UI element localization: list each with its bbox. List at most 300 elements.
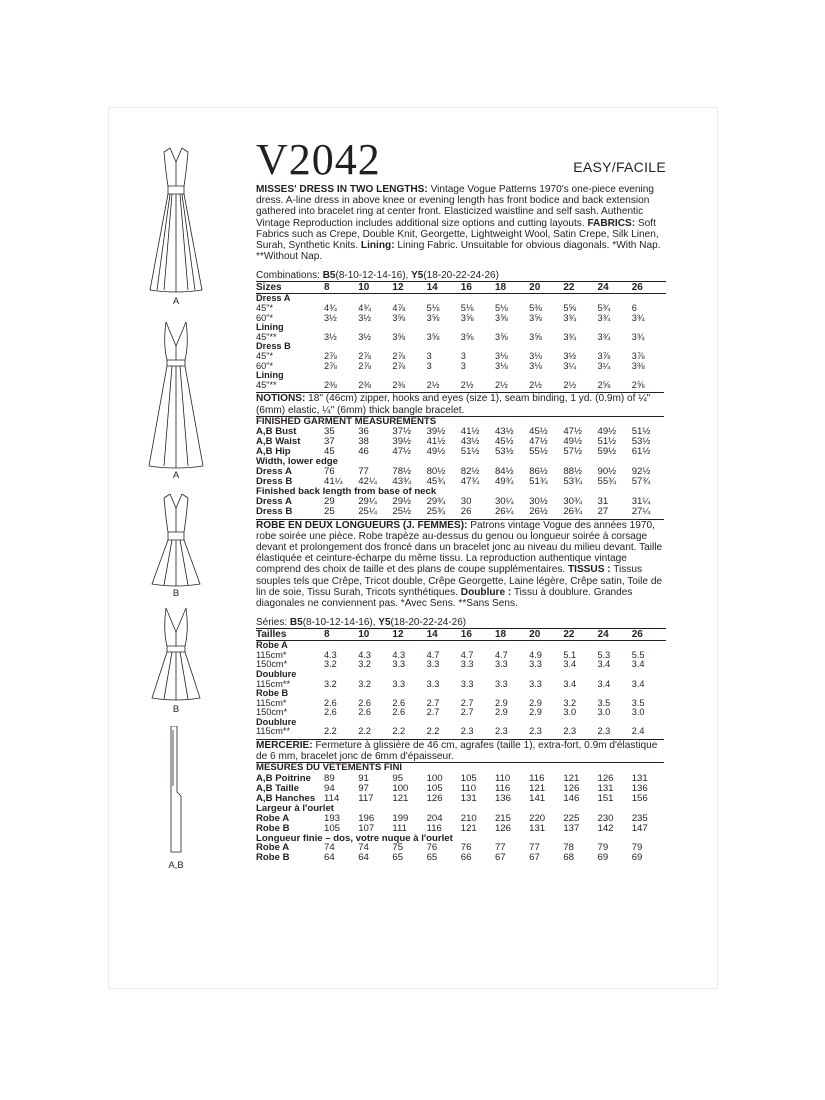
english-description — [256, 184, 664, 262]
yardage-cell: 2.3 — [563, 726, 577, 737]
measurement-label: Dress A — [256, 495, 292, 507]
measurement-cell: 68 — [563, 852, 574, 864]
measurement-cell: 53½ — [494, 446, 514, 458]
measurement-label: Robe A — [256, 842, 290, 854]
measurement-cell: 35 — [324, 426, 335, 438]
yardage-cell: 2⅞ — [324, 360, 337, 371]
measurement-cell: 31¼ — [631, 495, 651, 507]
yardage-cell: 3⅛ — [494, 350, 508, 361]
notions-label: NOTIONS: — [256, 393, 306, 405]
yardage-cell: 3.3 — [426, 678, 440, 689]
measurement-cell: 110 — [460, 782, 477, 794]
yardage-cell: 3.5 — [631, 697, 645, 708]
lining-text: Lining Fabric. Unsuitable for obvious diagonals. *With Nap. **Without Nap. — [256, 240, 661, 263]
measurement-cell: 55¾ — [597, 475, 617, 487]
yardage-cell: 3.3 — [392, 659, 406, 670]
figure-label: B — [172, 588, 180, 599]
measurement-cell: 131 — [597, 782, 614, 794]
yardage-cell: 2.6 — [392, 707, 406, 718]
yardage-cell: 2.2 — [392, 726, 406, 737]
measurement-label: Robe B — [256, 852, 290, 864]
yardage-cell: 4.7 — [494, 649, 508, 660]
measurement-cell: 117 — [358, 792, 374, 804]
fabric-width-label: 115cm** — [256, 726, 291, 737]
measurement-cell: 82½ — [460, 465, 480, 477]
size-header-label: Tailles — [256, 629, 324, 641]
yardage-cell: 3.2 — [563, 697, 577, 708]
french-description — [256, 519, 664, 610]
yardage-cell: 3⅞ — [597, 350, 611, 361]
yardage-cell: 2.7 — [460, 707, 474, 718]
fabric-width-label: 45"* — [256, 350, 274, 361]
yardage-cell: 2.2 — [358, 726, 371, 737]
measurement-cell: 126 — [597, 773, 614, 785]
measurement-cell: 30½ — [529, 495, 548, 507]
measurement-cell: 67 — [529, 852, 540, 864]
yardage-cell: 3.2 — [358, 659, 371, 670]
yardage-cell: 2⅞ — [358, 360, 371, 371]
measurement-cell: 204 — [426, 812, 443, 824]
measurement-cell: 41¼ — [324, 475, 343, 487]
measurement-cell: 49½ — [426, 446, 446, 458]
measurement-cell: 49¾ — [494, 475, 514, 487]
measurement-cell: 43½ — [460, 436, 480, 448]
measurement-cell: 131 — [460, 792, 477, 804]
measurement-cell: 131 — [631, 773, 648, 785]
measurement-cell: 59½ — [597, 446, 617, 458]
size-header-cell: 10 — [358, 282, 392, 294]
yardage-cell: 2.7 — [426, 697, 440, 708]
series-prefix: Séries: — [256, 617, 290, 629]
size-header-cell: 20 — [529, 629, 563, 641]
dress-b-front-drawing — [146, 490, 206, 590]
yardage-cell: 5⅝ — [563, 303, 577, 314]
yardage-cell: 3¾ — [563, 312, 577, 323]
measurement-cell: 45 — [324, 446, 335, 458]
yardage-cell: 3.4 — [597, 678, 611, 689]
measurement-cell: 45½ — [494, 436, 514, 448]
combo-b5: B5 — [322, 270, 336, 282]
table-row — [256, 333, 666, 343]
measurement-cell: 126 — [494, 822, 511, 834]
measurement-cell: 136 — [494, 792, 511, 804]
size-header-cell: 14 — [427, 629, 461, 641]
measurement-cell: 100 — [392, 782, 409, 794]
measurement-cell: 121 — [460, 822, 477, 834]
measurement-cell: 107 — [358, 822, 375, 834]
measurement-cell: 131 — [529, 822, 546, 834]
measurement-cell: 31 — [597, 495, 609, 507]
yardage-cell: 3¾ — [597, 312, 611, 323]
measurement-cell: 29 — [324, 495, 335, 507]
yardage-cell: 2.6 — [324, 697, 337, 708]
finished-measurements-title-fr: MESURES DU VÊTEMENTS FINI — [256, 762, 664, 774]
measurement-cell: 29¼ — [358, 495, 377, 507]
fabrics-label: FABRICS: — [587, 217, 636, 229]
yardage-cell: 3⅝ — [460, 331, 474, 342]
measurement-cell: 105 — [460, 773, 477, 785]
fabric-width-label: 60"* — [256, 360, 274, 371]
yardage-cell: 4.7 — [460, 649, 474, 660]
yardage-cell: 3½ — [358, 312, 371, 323]
yardage-cell: 3⅝ — [392, 312, 406, 323]
yardage-cell: 3⅝ — [426, 312, 440, 323]
fabrics-text: Soft Fabrics such as Crepe, Double Knit, Georgette, Lightweight Wool, Satin Crepe, Silk Linen, Surah, Synthetic Knits. — [256, 217, 659, 252]
size-header-label: Sizes — [256, 282, 324, 294]
measurement-cell: 146 — [563, 792, 580, 804]
yardage-cell: 2½ — [426, 379, 440, 390]
measurement-cell: 75 — [392, 842, 404, 854]
measurement-cell: 147 — [631, 822, 648, 834]
yardage-cell: 2.2 — [426, 726, 440, 737]
fabric-width-label: 45"** — [256, 379, 277, 390]
measurement-cell: 41½ — [426, 436, 446, 448]
measurement-cell: 69 — [597, 852, 609, 864]
size-header-cell: 8 — [324, 282, 358, 294]
yardage-cell: 3⅜ — [631, 360, 645, 371]
series-y5-sizes: (18-20-22-24-26) — [390, 617, 467, 629]
yardage-cell: 3 — [460, 350, 466, 361]
measurement-cell: 64 — [358, 852, 369, 864]
notions-text: 18" (46cm) zipper, hooks and eyes (size 1), seam binding, 1 yd. (0.9m) of ¼" (6mm) elastic, ¼" (6mm) thick bangle bracelet. — [256, 393, 651, 416]
description-title-fr: ROBE EN DEUX LONGUEURS (J. FEMMES): — [256, 519, 468, 531]
combinations-line — [256, 270, 664, 281]
combo-b5-sizes: (8-10-12-14-16), — [335, 270, 412, 282]
yardage-cell: 2½ — [494, 379, 508, 390]
yardage-table-french — [256, 628, 666, 737]
fabric-width-label: 45"** — [256, 331, 277, 342]
yardage-cell: 3.3 — [529, 659, 542, 670]
measurement-cell: 46 — [358, 446, 369, 458]
measurement-cell: 225 — [563, 812, 580, 824]
finished-measurements-title: FINISHED GARMENT MEASUREMENTS — [256, 416, 664, 428]
measurement-cell: 77 — [494, 842, 506, 854]
yardage-cell: 5⅛ — [494, 303, 508, 314]
yardage-cell: 3½ — [324, 331, 337, 342]
yardage-cell: 3½ — [563, 350, 577, 361]
table-row — [256, 680, 666, 690]
measurement-cell: 42¼ — [358, 475, 377, 487]
measurement-cell: 74 — [358, 842, 369, 854]
yardage-cell: 3⅝ — [392, 331, 406, 342]
fabric-width-label: 45"* — [256, 303, 274, 314]
mercerie — [256, 739, 664, 762]
yardage-cell: 2.9 — [529, 707, 542, 718]
measurement-cell: 90½ — [597, 465, 617, 477]
english-section — [256, 184, 664, 863]
yardage-cell: 3.0 — [631, 707, 645, 718]
measurement-cell: 64 — [324, 852, 335, 864]
yardage-cell: 3.0 — [563, 707, 577, 718]
group-label: Robe B — [256, 688, 289, 699]
series-y5: Y5 — [378, 617, 391, 629]
measurement-cell: 25¼ — [358, 505, 377, 517]
yardage-cell: 3.3 — [460, 659, 474, 670]
yardage-cell: 2½ — [529, 379, 542, 390]
group-label: Width, lower edge — [256, 456, 338, 468]
yardage-cell: 3⅛ — [529, 350, 542, 361]
combo-y5-sizes: (18-20-22-24-26) — [423, 270, 499, 282]
measurement-label: Robe B — [256, 822, 290, 834]
measurement-cell: 94 — [324, 782, 335, 794]
measurement-cell: 55½ — [529, 446, 548, 458]
measurement-cell: 121 — [529, 782, 546, 794]
yardage-cell: 4¾ — [324, 303, 337, 314]
yardage-cell: 3¾ — [563, 331, 577, 342]
notions — [256, 392, 664, 415]
measurement-cell: 77 — [358, 465, 369, 477]
measurement-cell: 26 — [460, 505, 472, 517]
measurement-cell: 79 — [631, 842, 643, 854]
group-label: Doublure — [256, 668, 297, 679]
yardage-cell: 3.5 — [597, 697, 611, 708]
measurement-cell: 210 — [460, 812, 477, 824]
yardage-cell: 4.7 — [426, 649, 440, 660]
measurement-cell: 121 — [563, 773, 580, 785]
size-header-row — [256, 282, 666, 294]
yardage-cell: 2.6 — [358, 707, 371, 718]
size-header-cell: 18 — [495, 282, 529, 294]
size-header-cell: 24 — [598, 629, 632, 641]
finished-measurements-french — [256, 774, 666, 863]
yardage-cell: 3¾ — [597, 331, 611, 342]
table-row — [256, 727, 666, 737]
measurement-cell: 116 — [494, 782, 511, 794]
measurement-cell: 142 — [597, 822, 614, 834]
yardage-cell: 3.4 — [597, 659, 611, 670]
measurement-cell: 230 — [597, 812, 614, 824]
group-label: Longueur finie – dos, votre nuque à l'ourlet — [256, 832, 453, 844]
group-label: Robe A — [256, 640, 288, 651]
measurement-cell: 57½ — [563, 446, 583, 458]
size-header-cell: 24 — [598, 282, 632, 294]
measurement-cell: 76 — [426, 842, 438, 854]
yardage-cell: 3.4 — [631, 659, 645, 670]
group-label: Lining — [256, 370, 284, 381]
yardage-cell: 3⅝ — [494, 331, 508, 342]
figure-label: A — [172, 296, 180, 307]
yardage-cell: 2.6 — [324, 707, 337, 718]
measurement-cell: 41½ — [460, 426, 480, 438]
yardage-cell: 3.3 — [494, 659, 508, 670]
measurement-cell: 116 — [529, 773, 545, 785]
mercerie-label: MERCERIE: — [256, 740, 313, 752]
measurement-cell: 78½ — [392, 465, 412, 477]
figure-dress-b-front — [130, 490, 222, 599]
measurement-cell: 61½ — [631, 446, 651, 458]
mercerie-text: Fermeture à glissière de 46 cm, agrafes (taille 1), extra-fort, 0.9m d'élastique de 6 mm, bracelet jonc de 6mm d'épaisseur. — [256, 740, 658, 763]
description-text-fr: Patrons vintage Vogue des années 1970, robe soirée une pièce. Robe trapèze au-dessus du genou ou longueur soirée à corsage devant et prolongement dos froncé dans un bracelet jonc au niveau du milieu devant. Taille élastiquée et ceinture-écharpe du même tissu. La reproduction authentique vintage comprend des choix de taille et des plans de coupe supplémentaires. — [256, 519, 663, 576]
yardage-cell: 3.3 — [426, 659, 440, 670]
group-label: Dress B — [256, 341, 291, 352]
measurement-cell: 151 — [597, 792, 614, 804]
size-header-cell: 20 — [529, 282, 563, 294]
size-header-cell: 26 — [632, 629, 666, 641]
measurement-cell: 69 — [631, 852, 643, 864]
yardage-cell: 2.9 — [529, 697, 542, 708]
measurement-cell: 89 — [324, 773, 335, 785]
measurement-cell: 43½ — [494, 426, 514, 438]
yardage-cell: 3⅛ — [529, 360, 542, 371]
measurement-cell: 30¼ — [494, 495, 514, 507]
measurement-cell: 136 — [631, 782, 648, 794]
measurement-cell: 193 — [324, 812, 341, 824]
measurement-cell: 49½ — [597, 426, 617, 438]
fabric-width-label: 115cm* — [256, 697, 287, 708]
figure-sash — [130, 726, 222, 871]
yardage-cell: 3.3 — [460, 678, 474, 689]
series-b5: B5 — [289, 617, 303, 629]
figure-label: A — [172, 470, 180, 481]
technical-drawings — [130, 130, 222, 890]
fabric-width-label: 150cm* — [256, 707, 288, 718]
dress-a-front-drawing — [146, 144, 206, 294]
measurement-cell: 25½ — [392, 505, 412, 517]
fabrics-label-fr: TISSUS : — [567, 564, 611, 576]
measurement-label: Dress A — [256, 465, 292, 477]
yardage-cell: 2⅝ — [597, 379, 611, 390]
lining-text-fr: Tissu à doublure. Grandes diagonales ne conviennent pas. *Avec Sens. **Sans Sens. — [256, 586, 633, 609]
yardage-cell: 5.1 — [563, 649, 577, 660]
figure-dress-b-back — [130, 606, 222, 715]
measurement-cell: 199 — [392, 812, 409, 824]
size-header-cell: 10 — [358, 629, 392, 641]
size-header-cell: 18 — [495, 629, 529, 641]
measurement-label: A,B Taille — [256, 782, 300, 794]
measurement-cell: 235 — [631, 812, 648, 824]
lining-label: Lining: — [360, 240, 395, 252]
measurement-cell: 65 — [426, 852, 438, 864]
yardage-cell: 3⅝ — [529, 312, 542, 323]
measurement-cell: 77 — [529, 842, 540, 854]
yardage-cell: 3.2 — [324, 678, 337, 689]
yardage-cell: 2.6 — [392, 697, 406, 708]
measurement-cell: 49½ — [563, 436, 583, 448]
measurement-cell: 45½ — [529, 426, 548, 438]
description-title: MISSES' DRESS IN TWO LENGTHS: — [256, 184, 428, 195]
yardage-cell: 4.3 — [358, 649, 371, 660]
yardage-cell: 2.7 — [460, 697, 474, 708]
finished-measurements-english — [256, 427, 666, 516]
measurement-cell: 47½ — [392, 446, 412, 458]
yardage-cell: 3.4 — [631, 678, 645, 689]
measurement-cell: 121 — [392, 792, 409, 804]
yardage-cell: 2½ — [460, 379, 474, 390]
measurement-cell: 27¼ — [631, 505, 651, 517]
measurement-cell: 126 — [563, 782, 580, 794]
yardage-cell: 3.3 — [494, 678, 508, 689]
measurement-cell: 141 — [529, 792, 546, 804]
measurement-cell: 84½ — [494, 465, 514, 477]
measurement-cell: 26¼ — [494, 505, 514, 517]
measurement-cell: 51½ — [597, 436, 617, 448]
measurement-cell: 30 — [460, 495, 472, 507]
measurement-cell: 26¾ — [563, 505, 583, 517]
yardage-cell: 3⅛ — [494, 360, 508, 371]
series-b5-sizes: (8-10-12-14-16), — [302, 617, 379, 629]
yardage-cell: 5.5 — [631, 649, 645, 660]
size-header-cell: 12 — [392, 282, 426, 294]
measurement-cell: 76 — [324, 465, 335, 477]
measurement-cell: 39½ — [392, 436, 412, 448]
yardage-cell: 3.3 — [529, 678, 542, 689]
measurement-cell: 30¾ — [563, 495, 583, 507]
yardage-cell: 3¼ — [597, 360, 611, 371]
yardage-cell: 5.3 — [597, 649, 611, 660]
yardage-cell: 2.3 — [494, 726, 508, 737]
yardage-cell: 3 — [426, 350, 432, 361]
yardage-cell: 2.3 — [460, 726, 474, 737]
measurement-row — [256, 853, 666, 863]
yardage-cell: 4.3 — [324, 649, 337, 660]
size-header-cell: 8 — [324, 629, 358, 641]
measurement-cell: 26½ — [529, 505, 548, 517]
yardage-cell: 4.9 — [529, 649, 542, 660]
measurement-cell: 91 — [358, 773, 369, 785]
measurement-cell: 79 — [597, 842, 609, 854]
yardage-cell: 3¼ — [563, 360, 577, 371]
measurement-cell: 95 — [392, 773, 404, 785]
fabric-width-label: 150cm* — [256, 659, 288, 670]
measurement-cell: 100 — [426, 773, 443, 785]
figure-dress-a-back — [130, 320, 222, 481]
yardage-cell: 2.4 — [631, 726, 645, 737]
yardage-cell: 3.2 — [358, 678, 371, 689]
measurement-cell: 43¾ — [392, 475, 412, 487]
dress-a-back-drawing — [146, 320, 206, 470]
measurement-cell: 126 — [426, 792, 443, 804]
size-header-row — [256, 629, 666, 641]
measurement-cell: 92½ — [631, 465, 651, 477]
measurement-cell: 220 — [529, 812, 546, 824]
measurement-cell: 196 — [358, 812, 375, 824]
measurement-cell: 66 — [460, 852, 472, 864]
group-label: Largeur à l'ourlet — [256, 802, 334, 814]
group-label: Doublure — [256, 716, 297, 727]
measurement-cell: 47¾ — [460, 475, 480, 487]
sash-drawing — [146, 726, 206, 856]
measurement-cell: 25¾ — [426, 505, 446, 517]
yardage-cell: 3.4 — [563, 659, 577, 670]
yardage-cell: 2.6 — [358, 697, 371, 708]
measurement-cell: 47½ — [563, 426, 583, 438]
series-line — [256, 617, 664, 628]
figure-label: A,B — [168, 860, 184, 871]
table-row — [256, 381, 666, 391]
measurement-cell: 36 — [358, 426, 369, 438]
yardage-cell: 2⅞ — [358, 350, 371, 361]
table-row — [256, 708, 666, 718]
measurement-cell: 39½ — [426, 426, 446, 438]
yardage-cell: 3⅞ — [631, 350, 645, 361]
yardage-cell: 2⅝ — [631, 379, 645, 390]
measurement-cell: 47½ — [529, 436, 548, 448]
yardage-cell: 3.3 — [392, 678, 406, 689]
yardage-cell: 2.3 — [529, 726, 542, 737]
table-row — [256, 314, 666, 324]
size-header-cell: 22 — [563, 629, 597, 641]
yardage-cell: 4.3 — [392, 649, 406, 660]
yardage-cell: 3.0 — [597, 707, 611, 718]
measurement-cell: 78 — [563, 842, 574, 854]
size-header-cell: 16 — [461, 282, 495, 294]
size-header-cell: 14 — [427, 282, 461, 294]
measurement-label: A,B Waist — [256, 436, 301, 448]
yardage-cell: 2⅜ — [358, 379, 371, 390]
yardage-cell: 2⅜ — [324, 379, 337, 390]
measurement-cell: 80½ — [426, 465, 446, 477]
yardage-cell: 3⅝ — [426, 331, 440, 342]
